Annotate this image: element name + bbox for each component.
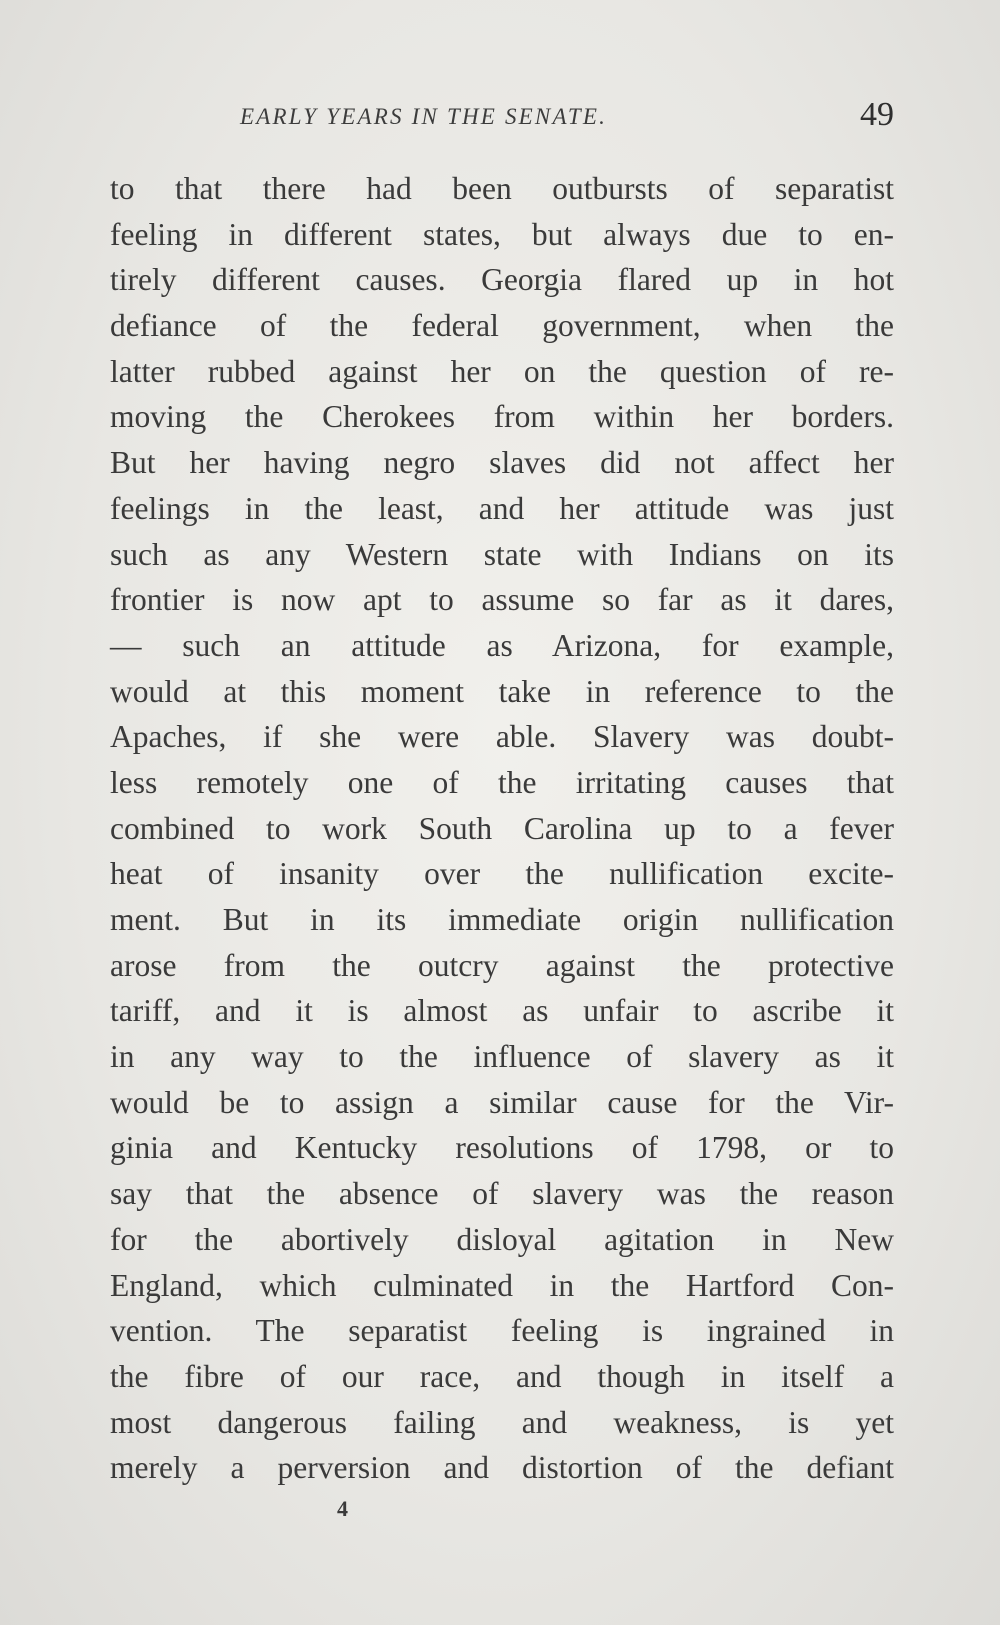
text-line: say that the absence of slavery was the reason — [110, 1176, 894, 1212]
text-line: vention. The separatist feeling is ingrained in — [110, 1313, 894, 1349]
text-line: England, which culminated in the Hartford Con- — [110, 1267, 894, 1303]
text-line: heat of insanity over the nullification excite- — [110, 856, 894, 892]
text-line: Apaches, if she were able. Slavery was doubt- — [110, 719, 894, 755]
text-line: frontier is now apt to assume so far as it dares, — [110, 582, 894, 618]
page-number: 49 — [860, 96, 894, 133]
text-line: ment. But in its immediate origin nullification — [110, 902, 894, 937]
running-title: EARLY YEARS IN THE SENATE. — [240, 104, 608, 129]
text-line: to that there had been outbursts of separatist — [110, 171, 894, 206]
text-line: tirely different causes. Georgia flared up in hot — [110, 262, 894, 298]
text-line: for the abortively disloyal agitation in New — [110, 1221, 894, 1257]
text-line: such as any Western state with Indians on its — [110, 536, 894, 572]
text-line: would be to assign a similar cause for the Vir- — [110, 1084, 894, 1120]
body-text — [110, 166, 894, 1491]
text-line: ginia and Kentucky resolutions of 1798, or to — [110, 1130, 894, 1166]
text-line: the fibre of our race, and though in itself a — [110, 1358, 894, 1394]
text-line: less remotely one of the irritating causes that — [110, 764, 894, 800]
text-line: combined to work South Carolina up to a fever — [110, 810, 894, 846]
text-line: would at this moment take in reference to the — [110, 673, 894, 709]
text-line: latter rubbed against her on the question of re- — [110, 353, 894, 389]
text-line: — such an attitude as Arizona, for example, — [110, 627, 894, 663]
text-line: in any way to the influence of slavery as it — [110, 1039, 894, 1075]
text-line: merely a perversion and distortion of the defiant — [110, 1450, 894, 1486]
text-line: most dangerous failing and weakness, is yet — [110, 1404, 894, 1440]
text-line: arose from the outcry against the protective — [110, 947, 894, 983]
text-line: feeling in different states, but always due to en- — [110, 216, 894, 252]
text-line: feelings in the least, and her attitude was just — [110, 490, 894, 526]
text-line: tariff, and it is almost as unfair to ascribe it — [110, 993, 894, 1029]
text-line: defiance of the federal government, when the — [110, 308, 894, 344]
running-head — [110, 96, 894, 140]
signature-mark: 4 — [337, 1496, 348, 1521]
text-line: But her having negro slaves did not affect her — [110, 445, 894, 481]
text-line: moving the Cherokees from within her borders. — [110, 399, 894, 435]
